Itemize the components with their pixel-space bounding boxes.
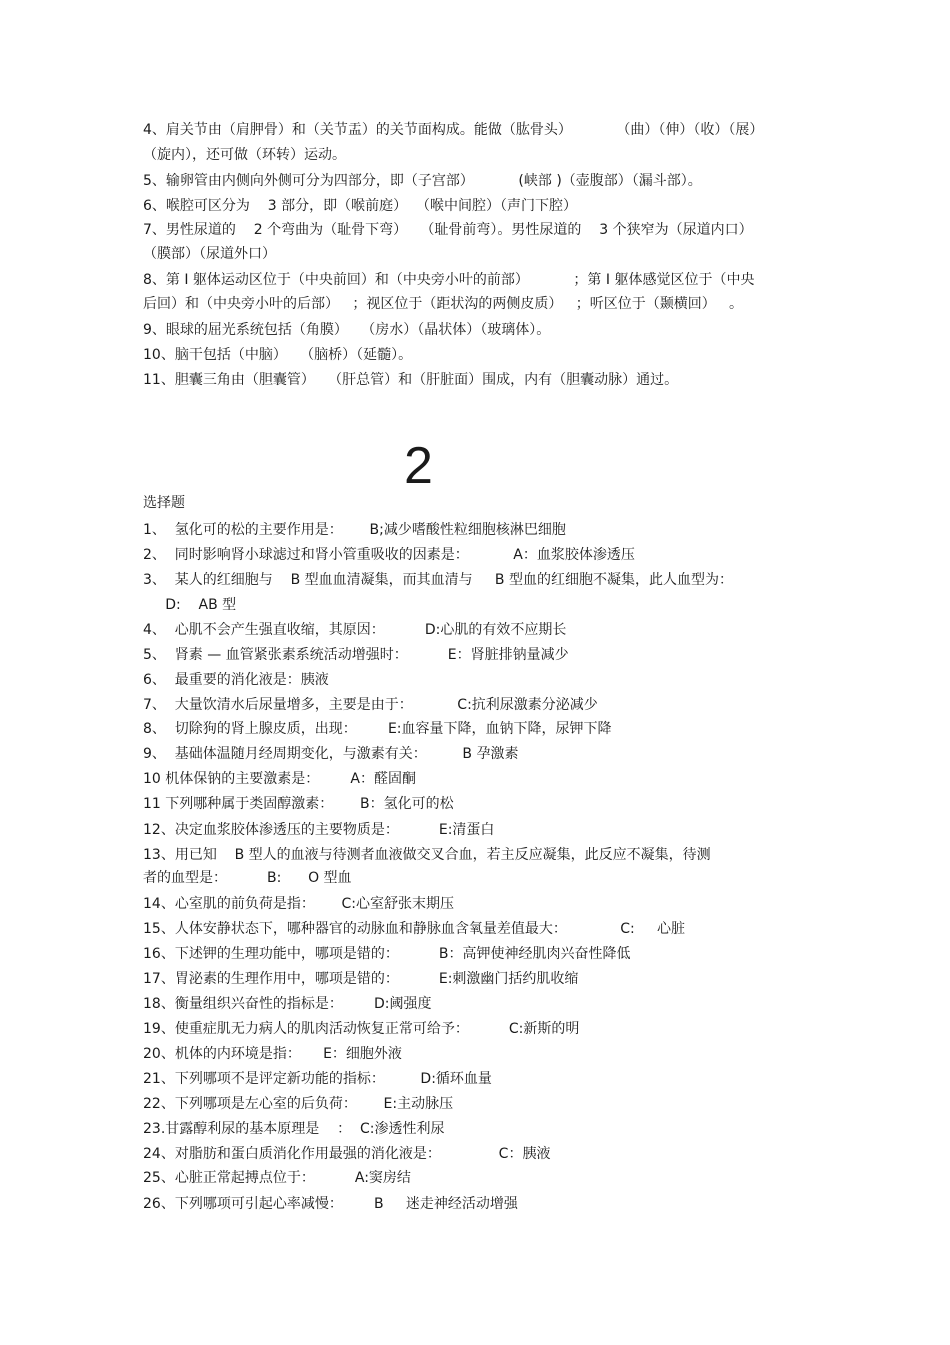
- question-line: 24、对脂肪和蛋白质消化作用最强的消化液是： C：胰液: [143, 1146, 551, 1162]
- section-number: 2: [404, 437, 433, 495]
- question-line: 22、下列哪项是左心室的后负荷： E:主动脉压: [143, 1096, 454, 1112]
- question-line: 3、 某人的红细胞与 B 型血血清凝集，而其血清与 B 型血的红细胞不凝集，此人血型为：: [143, 572, 733, 588]
- text-line: （膜部）（尿道外口）: [143, 246, 276, 262]
- question-line: 19、使重症肌无力病人的肌肉活动恢复正常可给予： C:新斯的明: [143, 1021, 580, 1037]
- question-line: 21、下列哪项不是评定新功能的指标： D:循环血量: [143, 1071, 492, 1087]
- question-line: 26、下列哪项可引起心率减慢： B 迷走神经活动增强: [143, 1196, 518, 1212]
- question-line: 15、人体安静状态下，哪种器官的动脉血和静脉血含氧量差值最大： C: 心脏: [143, 921, 685, 937]
- question-line: 2、 同时影响肾小球滤过和肾小管重吸收的因素是： A：血浆胶体渗透压: [143, 547, 635, 563]
- question-line: 11 下列哪种属于类固醇激素： B：氢化可的松: [143, 796, 454, 812]
- text-line: 8、第 I 躯体运动区位于（中央前回）和（中央旁小叶的前部） ；第 I 躯体感觉区位于（中央: [143, 272, 755, 288]
- question-line: 12、决定血浆胶体渗透压的主要物质是： E:清蛋白: [143, 822, 495, 838]
- section-title: 选择题: [143, 495, 185, 511]
- question-line: 10 机体保钠的主要激素是： A：醛固酮: [143, 771, 416, 787]
- question-line: 7、 大量饮清水后尿量增多，主要是由于： C:抗利尿激素分泌减少: [143, 697, 598, 713]
- question-line: 13、用已知 B 型人的血液与待测者血液做交叉合血，若主反应凝集，此反应不凝集，待测: [143, 847, 711, 863]
- question-line: 5、 肾素 — 血管紧张素系统活动增强时： E：肾脏排钠量减少: [143, 647, 569, 663]
- question-line: 25、心脏正常起搏点位于： A:窦房结: [143, 1170, 411, 1186]
- text-line: 9、眼球的屈光系统包括（角膜） （房水）（晶状体）（玻璃体）。: [143, 322, 551, 338]
- question-line: 6、 最重要的消化液是：胰液: [143, 672, 329, 688]
- text-line: 11、胆囊三角由（胆囊管） （肝总管）和（肝脏面）围成，内有（胆囊动脉）通过。: [143, 372, 679, 388]
- text-line: 5、输卵管由内侧向外侧可分为四部分，即（子宫部） (峡部 )（壶腹部）（漏斗部）。: [143, 173, 702, 189]
- text-line: 7、男性尿道的 2 个弯曲为（耻骨下弯） （耻骨前弯）。男性尿道的 3 个狭窄为（尿道内口）: [143, 222, 753, 238]
- question-line: 23.甘露醇利尿的基本原理是 ： C:渗透性利尿: [143, 1121, 445, 1137]
- question-line: 17、胃泌素的生理作用中，哪项是错的： E:刺激幽门括约肌收缩: [143, 971, 579, 987]
- text-line: 10、脑干包括（中脑） （脑桥）（延髓）。: [143, 347, 413, 363]
- question-line: 20、机体的内环境是指： E：细胞外液: [143, 1046, 402, 1062]
- question-line: D: AB 型: [143, 597, 237, 613]
- text-line: 后回）和（中央旁小叶的后部） ；视区位于（距状沟的两侧皮质） ；听区位于（颞横回） 。: [143, 296, 744, 312]
- question-line: 1、 氢化可的松的主要作用是： B;减少嗜酸性粒细胞核淋巴细胞: [143, 522, 566, 538]
- question-line: 9、 基础体温随月经周期变化，与激素有关： B 孕激素: [143, 746, 519, 762]
- question-line: 者的血型是： B: O 型血: [143, 870, 352, 886]
- question-line: 4、 心肌不会产生强直收缩，其原因： D:心肌的有效不应期长: [143, 622, 567, 638]
- question-line: 18、衡量组织兴奋性的指标是： D:阈强度: [143, 996, 432, 1012]
- text-line: 4、肩关节由（肩胛骨）和（关节盂）的关节面构成。能做（肱骨头） （曲）（伸）（收）（展）: [143, 122, 764, 138]
- question-line: 8、 切除狗的肾上腺皮质，出现： E:血容量下降，血钠下降，尿钾下降: [143, 721, 612, 737]
- question-line: 16、下述钾的生理功能中，哪项是错的： B：高钾使神经肌肉兴奋性降低: [143, 946, 631, 962]
- text-line: （旋内），还可做（环转）运动。: [143, 147, 346, 163]
- text-line: 6、喉腔可区分为 3 部分，即（喉前庭） （喉中间腔）（声门下腔）: [143, 198, 577, 214]
- question-line: 14、心室肌的前负荷是指： C:心室舒张末期压: [143, 896, 455, 912]
